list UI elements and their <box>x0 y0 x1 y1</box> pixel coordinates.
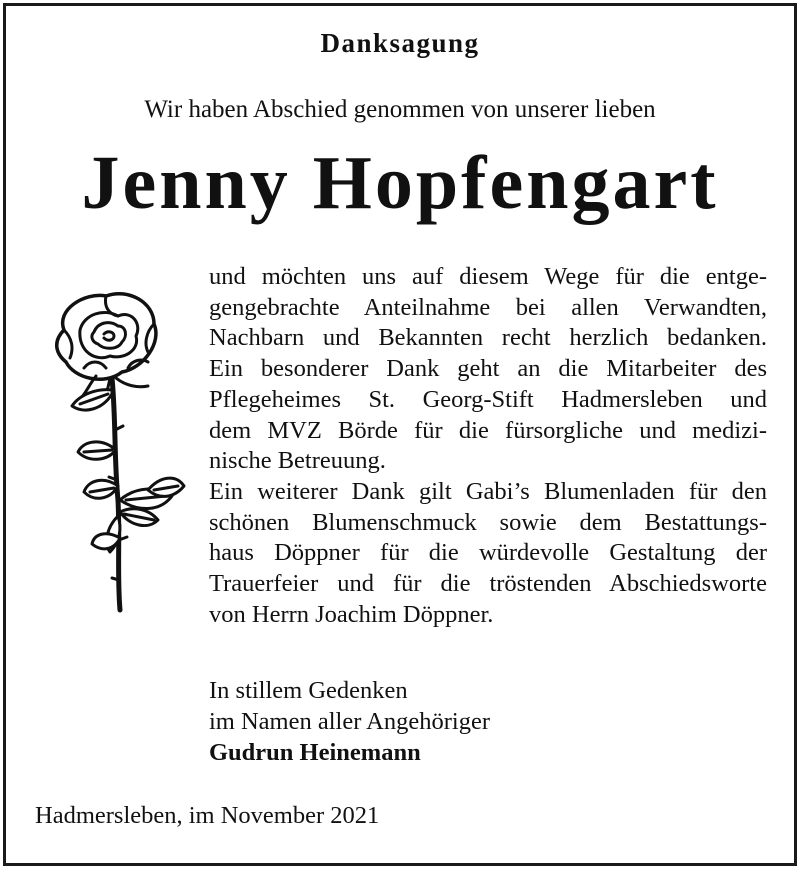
deceased-name: Jenny Hopfengart <box>81 141 719 225</box>
closing-line: In stillem Gedenken <box>209 677 408 704</box>
text-line: und möchten uns auf diesem Wege für die entge- <box>209 263 767 290</box>
text-line: Nachbarn und Bekannten recht herzlich bedanken. <box>209 324 767 352</box>
closing-line: im Namen aller Angehöriger <box>209 708 490 735</box>
notice-intro: Wir haben Abschied genommen von unserer lieben <box>144 96 656 123</box>
place-and-date: Hadmersleben, im November 2021 <box>35 802 380 829</box>
rose-icon <box>44 290 194 620</box>
thank-you-text <box>209 262 767 630</box>
closing-block <box>209 675 490 768</box>
text-line: schönen Blumenschmuck sowie dem Bestattungs- <box>209 508 767 536</box>
text-line: gengebrachte Anteilnahme bei allen Verwandten, <box>209 293 767 321</box>
text-line: Ein weiterer Dank gilt Gabi’s Blumenladen für den <box>209 477 767 505</box>
text-line: dem MVZ Börde für die fürsorgliche und medizi- <box>209 416 767 444</box>
text-line: Trauerfeier und für die tröstenden Abschiedsworte <box>209 570 767 598</box>
signer-name: Gudrun Heinemann <box>209 739 421 766</box>
text-line: Pflegeheimes St. Georg-Stift Hadmersleben und <box>209 385 767 413</box>
text-line: Ein besonderer Dank geht an die Mitarbeiter des <box>209 355 767 383</box>
text-line: haus Döppner für die würdevolle Gestaltung der <box>209 539 767 567</box>
notice-heading: Danksagung <box>320 28 480 58</box>
text-line: von Herrn Joachim Döppner. <box>209 600 494 628</box>
text-line: nische Betreuung. <box>209 447 386 475</box>
